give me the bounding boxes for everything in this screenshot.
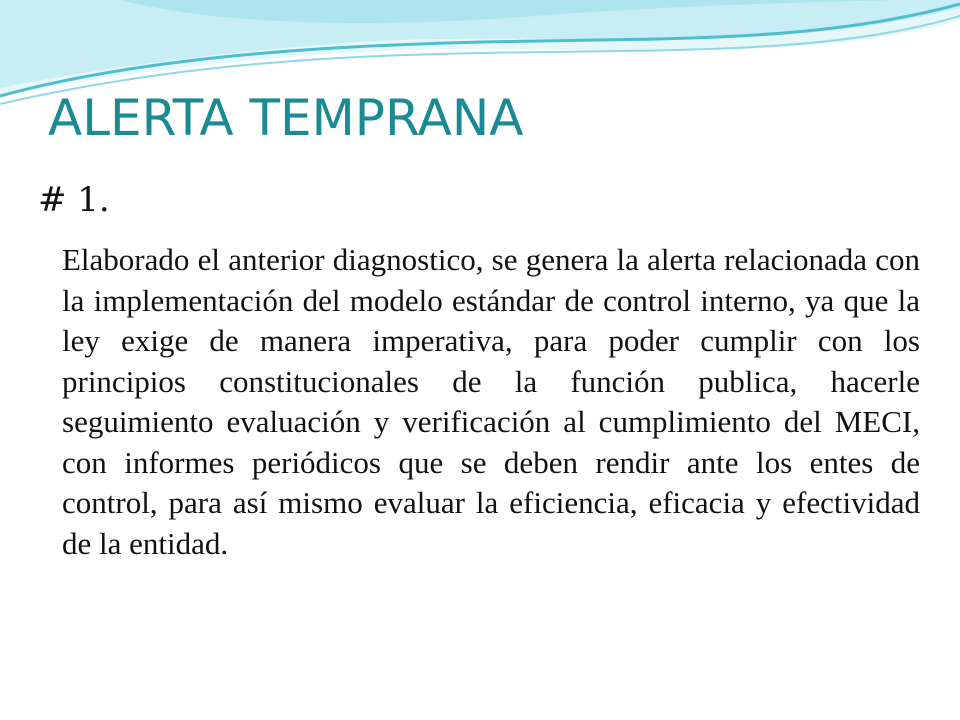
section-number: # 1. <box>38 180 110 220</box>
slide-title: ALERTA TEMPRANA <box>48 89 524 147</box>
body-paragraph: Elaborado el anterior diagnostico, se genera la alerta relacionada con la implementación del modelo estándar de control interno, ya que la ley exige de manera imperativa, para poder cumplir con los principios constitucionales de la función publica, hacerle seguimiento evaluación y verificación al cumplimiento del MECI, con informes periódicos que se deben rendir ante los entes de control, para así mismo evaluar la eficiencia, eficacia y efectividad de la entidad. <box>62 242 920 561</box>
